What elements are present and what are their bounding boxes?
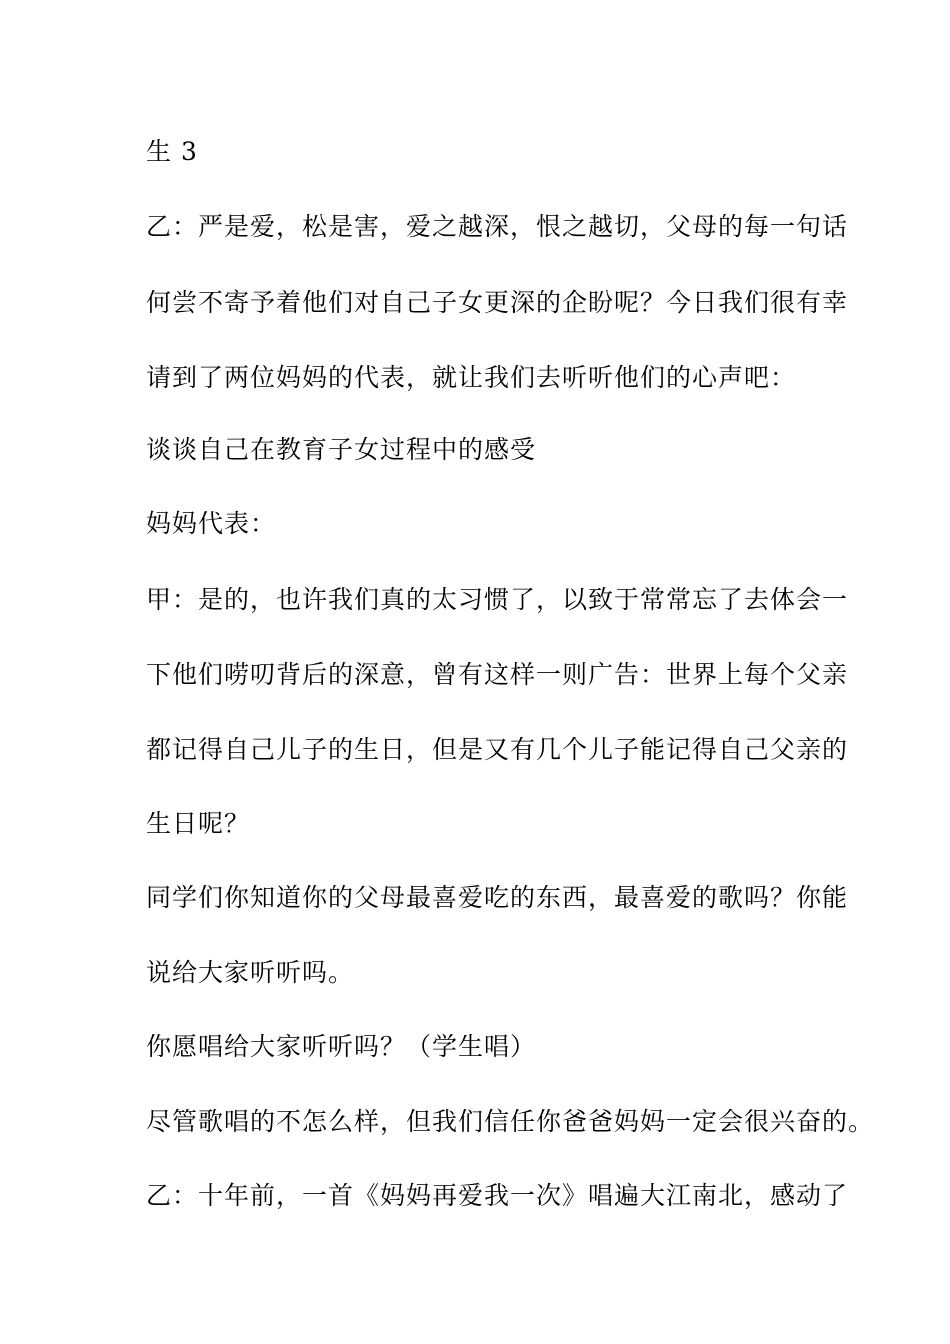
text-line: 请到了两位妈妈的代表，就让我们去听听他们的心声吧： [146,363,797,392]
text-line: 甲：是的，也许我们真的太习惯了，以致于常常忘了去体会一 [146,585,849,614]
text-line: 谈谈自己在教育子女过程中的感受 [146,435,537,464]
text-line: 妈妈代表： [146,509,277,538]
text-line: 乙：严是爱，松是害，爱之越深，恨之越切，父母的每一句话 [146,212,849,241]
text-line: 乙：十年前，一首《妈妈再爱我一次》唱遍大江南北，感动了 [146,1181,849,1210]
text-line: 你愿唱给大家听听吗？（学生唱） [146,1032,537,1061]
text-line: 尽管歌唱的不怎么样，但我们信任你爸爸妈妈一定会很兴奋的。 [146,1107,875,1136]
text-line: 何尝不寄予着他们对自己子女更深的企盼呢？今日我们很有幸 [146,288,849,317]
text-line: 生 3 [146,137,198,166]
text-line: 下他们唠叨背后的深意，曾有这样一则广告：世界上每个父亲 [146,660,849,689]
text-line: 说给大家听听吗。 [146,958,355,987]
text-line: 生日呢？ [146,809,251,838]
text-line: 同学们你知道你的父母最喜爱吃的东西，最喜爱的歌吗？你能 [146,883,849,912]
text-line: 都记得自己儿子的生日，但是又有几个儿子能记得自己父亲的 [146,735,849,764]
